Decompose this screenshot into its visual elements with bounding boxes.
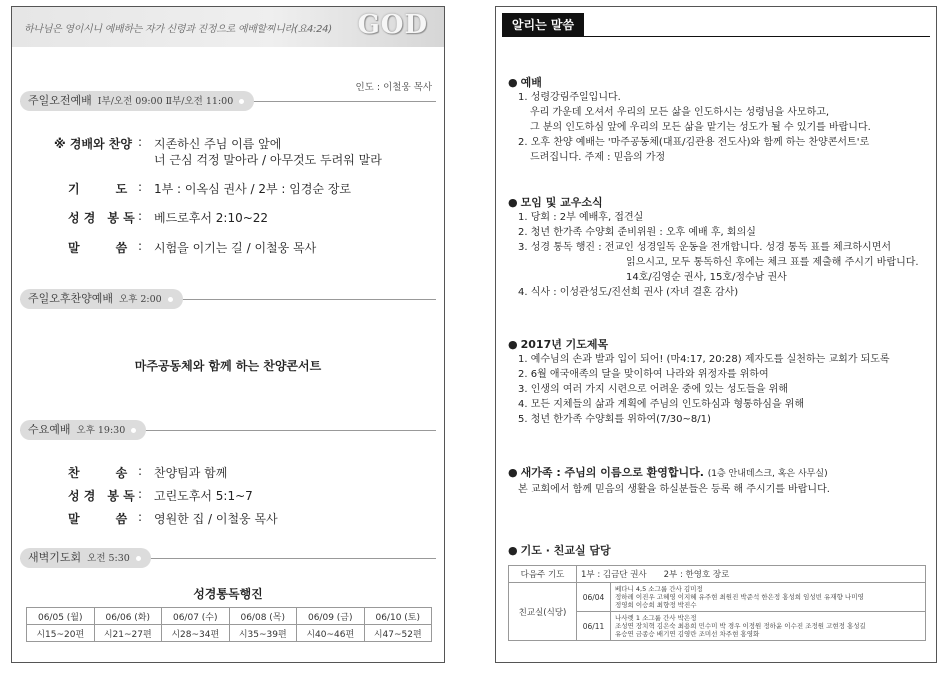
announcement-line: 2. 오후 찬양 예배는 '마주공동체(대표/김관용 전도사)와 함께 하는 찬양콘서트'로 xyxy=(518,137,870,148)
dot-icon xyxy=(239,99,244,104)
section-label xyxy=(20,548,151,568)
order-value: 찬양팀과 함께 xyxy=(154,466,228,480)
order-label: 기 도 xyxy=(68,182,128,196)
order-label: 찬 송 xyxy=(68,466,128,480)
order-colon: : xyxy=(138,135,143,149)
block-heading xyxy=(508,337,928,352)
meeting-announcements xyxy=(508,195,928,300)
order-value: 영원한 집 / 이철웅 목사 xyxy=(154,512,278,526)
announcements-panel xyxy=(495,6,937,663)
reading-chapter: 시47~52편 xyxy=(364,625,432,642)
table-row xyxy=(509,566,926,583)
block-heading-text: 예배 xyxy=(520,76,542,89)
table-row xyxy=(509,583,926,612)
block-heading-text: 새가족 : 주님의 이름으로 환영합니다. xyxy=(520,466,704,479)
reading-date: 06/05 (월) xyxy=(27,608,95,625)
fellowship-room-label: 친교실(식당) xyxy=(509,583,577,641)
block-heading-text: 기도 · 친교실 담당 xyxy=(520,544,611,557)
god-logo: GOD xyxy=(357,10,428,40)
section-morning-worship xyxy=(20,91,436,111)
bullet-icon: ● xyxy=(508,76,518,89)
prayer-topics xyxy=(508,337,928,427)
section-wednesday-worship xyxy=(20,420,436,440)
reading-chapter: 시15~20편 xyxy=(27,625,95,642)
block-heading-text: 2017년 기도제목 xyxy=(520,338,609,351)
prayer-topic-line: 1. 예수님의 손과 발과 입이 되어! (마4:17, 20:28) 제자도를 실천하는 교회가 되도록 xyxy=(518,354,890,365)
bullet-icon: ● xyxy=(508,196,518,209)
order-colon: : xyxy=(138,180,143,194)
reading-table xyxy=(26,607,432,642)
announcement-line: 3. 성경 통독 행진 : 전교인 성경일독 운동을 전개합니다. 성경 통독 표를 체크하시면서 xyxy=(518,242,892,253)
concert-title: 마주공동체와 함께 하는 찬양콘서트 xyxy=(134,359,322,373)
reading-date: 06/10 (토) xyxy=(364,608,432,625)
duty-line: 조성연 장치혁 김은숙 최용희 민수미 박 경우 이정원 정하윤 이수진 조정원 고현정 홍성길 xyxy=(615,622,866,630)
duty-members xyxy=(611,583,926,612)
section-afternoon-worship xyxy=(20,289,436,309)
worship-announcements xyxy=(508,75,928,165)
block-heading xyxy=(508,75,928,90)
order-value-second: 너 근심 걱정 말아라 / 아무것도 두려워 말라 xyxy=(154,153,382,167)
worship-order-panel xyxy=(11,6,445,663)
prayer-room-table xyxy=(508,565,926,641)
announcement-line: 그 분의 인도하심 앞에 우리의 모든 삶을 맡기는 성도가 될 수 있기를 바랍니다. xyxy=(530,122,871,133)
next-prayer-value: 1부 : 김금단 권사 2부 : 한영호 장로 xyxy=(577,566,926,583)
order-label: 성 경 봉 독 xyxy=(68,211,135,225)
announcement-line: 드려집니다. 주제 : 믿음의 가정 xyxy=(530,152,666,163)
prayer-topic-line: 3. 인생의 여러 가지 시련으로 어려운 중에 있는 성도들을 위해 xyxy=(518,384,788,395)
duty-members xyxy=(611,612,926,641)
reading-date: 06/09 (금) xyxy=(297,608,365,625)
newcomer-line: 본 교회에서 함께 믿음의 생활을 하실분들은 등록 해 주시기를 바랍니다. xyxy=(518,484,830,495)
duty-date: 06/04 xyxy=(577,583,611,612)
duty-line: 베다니 4,5 소그룹 간사 김미정 xyxy=(615,585,703,593)
dot-icon xyxy=(136,556,141,561)
order-value: 지존하신 주님 이름 앞에 xyxy=(154,137,282,151)
reading-chapter-row xyxy=(27,625,432,642)
duty-line: 정영희 이승희 최향정 박진수 xyxy=(615,601,697,609)
order-label: ※ 경배와 찬양 xyxy=(54,137,132,151)
newcomer-welcome xyxy=(508,465,928,497)
announcement-line: 읽으시고, 모두 통독하신 후에는 체크 표를 제출해 주시기 바랍니다. xyxy=(626,257,919,268)
block-heading xyxy=(508,195,928,210)
order-label: 말 씀 xyxy=(68,512,128,526)
reading-date: 06/06 (화) xyxy=(94,608,162,625)
order-colon: : xyxy=(138,487,143,501)
order-value: 고린도후서 5:1~7 xyxy=(154,489,253,503)
block-heading xyxy=(508,465,928,482)
announcements-header: 알리는 말씀 xyxy=(502,13,584,37)
order-value: 1부 : 이옥심 권사 / 2부 : 임경순 장로 xyxy=(154,182,352,196)
order-label: 말 씀 xyxy=(68,241,128,255)
section-time: Ⅰ부/오전 09:00 Ⅱ부/오전 11:00 xyxy=(97,96,234,107)
block-heading xyxy=(508,543,928,558)
announcement-line: 14호/김영순 권사, 15호/정수남 권사 xyxy=(626,272,787,283)
order-colon: : xyxy=(138,464,143,478)
order-colon: : xyxy=(138,239,143,253)
reading-date: 06/07 (수) xyxy=(162,608,230,625)
section-dawn-prayer xyxy=(20,548,436,568)
section-label xyxy=(20,91,254,111)
reading-date: 06/08 (목) xyxy=(229,608,297,625)
reading-chapter: 시21~27편 xyxy=(94,625,162,642)
section-time: 오후 2:00 xyxy=(119,294,162,305)
order-value: 시험을 이기는 길 / 이철웅 목사 xyxy=(154,241,317,255)
duty-line: 나사렛 1 소그룹 간사 박은정 xyxy=(615,614,697,622)
announcement-line: 4. 식사 : 이성관성도/진선희 권사 (자녀 결혼 감사) xyxy=(518,287,739,298)
section-title: 수요예배 xyxy=(28,423,71,436)
duty-date: 06/11 xyxy=(577,612,611,641)
order-value: 베드로후서 2:10~22 xyxy=(154,211,269,225)
order-colon: : xyxy=(138,510,143,524)
order-colon: : xyxy=(138,209,143,223)
reading-chapter: 시35~39편 xyxy=(229,625,297,642)
announcement-line: 1. 당회 : 2부 예배후, 접견실 xyxy=(518,212,644,223)
newcomer-note: (1층 안내데스크, 혹은 사무실) xyxy=(707,469,828,479)
prayer-topic-line: 5. 청년 한가족 수양회를 위하여(7/30~8/1) xyxy=(518,414,711,425)
announcement-line: 2. 청년 한가족 수양회 준비위원 : 오후 예배 후, 회의실 xyxy=(518,227,756,238)
reading-chapter: 시40~46편 xyxy=(297,625,365,642)
section-title: 주일오전예배 xyxy=(28,94,92,107)
next-prayer-label: 다음주 기도 xyxy=(509,566,577,583)
announcement-line: 1. 성령강림주일입니다. xyxy=(518,92,621,103)
duty-line: 유승연 금종승 배기연 김영란 조미선 차주현 홍영화 xyxy=(615,630,760,638)
section-time: 오후 19:30 xyxy=(76,425,126,436)
reading-chapter: 시28~34편 xyxy=(162,625,230,642)
block-heading-text: 모임 및 교우소식 xyxy=(520,196,603,209)
announcement-line: 우리 가운데 오셔서 우리의 모든 삶을 인도하시는 성령님을 사모하고, xyxy=(530,107,830,118)
reading-date-row xyxy=(27,608,432,625)
header-divider xyxy=(584,36,930,37)
bullet-icon: ● xyxy=(508,338,518,351)
dot-icon xyxy=(131,428,136,433)
dot-icon xyxy=(168,297,173,302)
bullet-icon: ● xyxy=(508,544,518,557)
reading-title: 성경통독행진 xyxy=(193,587,263,601)
order-label: 성 경 봉 독 xyxy=(68,489,135,503)
banner-verse: 하나님은 영이시니 예배하는 자가 신령과 진정으로 예배할찌니라(요4:24) xyxy=(24,24,332,35)
worship-leader: 인도 : 이철웅 목사 xyxy=(355,82,432,93)
bullet-icon: ● xyxy=(508,466,518,479)
section-label xyxy=(20,420,146,440)
prayer-topic-line: 2. 6월 애국애족의 달을 맞이하여 나라와 위정자를 위하여 xyxy=(518,369,769,380)
section-label xyxy=(20,289,183,309)
section-title: 새벽기도회 xyxy=(28,551,82,564)
header-banner xyxy=(12,7,444,47)
duty-line: 정하레 이진우 고혜영 이지혜 유주현 최원진 박준석 한은정 홍성희 임성빈 유재향 나미영 xyxy=(615,593,864,601)
section-title: 주일오후찬양예배 xyxy=(28,292,114,305)
prayer-topic-line: 4. 모든 지체들의 삶과 계획에 주님의 인도하심과 형통하심을 위해 xyxy=(518,399,805,410)
prayer-room-duty xyxy=(508,543,928,558)
section-time: 오전 5:30 xyxy=(87,553,130,564)
